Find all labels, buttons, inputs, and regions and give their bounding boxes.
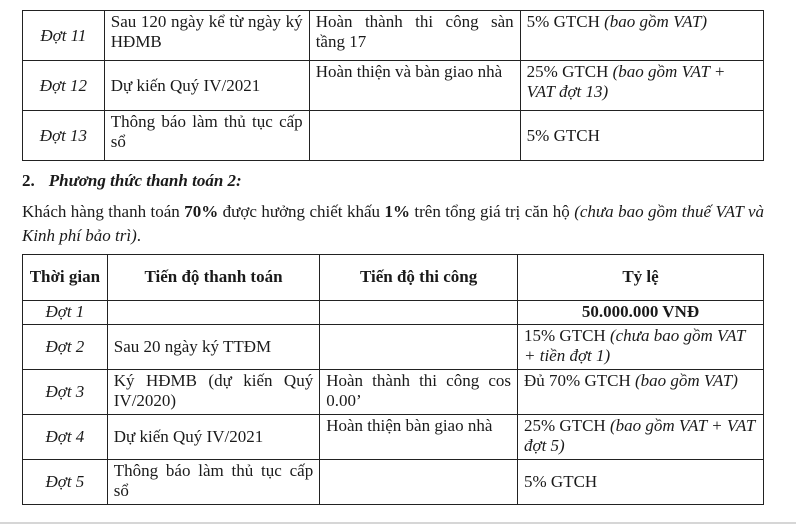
table-row <box>23 370 764 415</box>
rate-note: (bao gồm VAT) <box>604 12 708 31</box>
rate-cell <box>520 11 763 61</box>
percent-highlight: 1% <box>384 202 410 221</box>
rate-cell <box>518 325 764 370</box>
table-row <box>23 301 764 325</box>
construction-progress-cell: Hoàn thành thi công sàn tầng 17 <box>309 11 520 61</box>
payment-progress-cell: Dự kiến Quý IV/2021 <box>107 415 319 460</box>
construction-progress-cell: Hoàn thiện bàn giao nhà <box>320 415 518 460</box>
rate-cell <box>520 111 763 161</box>
construction-progress-cell: Hoàn thiện và bàn giao nhà <box>309 61 520 111</box>
percent-highlight: 70% <box>184 202 219 221</box>
payment-progress-cell: Sau 120 ngày kể từ ngày ký HĐMB <box>104 11 309 61</box>
rate-cell <box>520 61 763 111</box>
phase-cell: Đợt 13 <box>23 111 105 161</box>
table-row <box>23 460 764 505</box>
header-payment-progress: Tiến độ thanh toán <box>107 255 319 301</box>
paragraph-note: (chưa bao gồm thuế VAT và Kinh phí bảo trì) <box>22 202 764 245</box>
paragraph-text: trên tổng giá trị căn hộ <box>409 202 575 221</box>
table-row <box>23 415 764 460</box>
payment-progress-cell: Thông báo làm thủ tục cấp sổ <box>104 111 309 161</box>
payment-progress-cell: Dự kiến Quý IV/2021 <box>104 61 309 111</box>
payment-schedule-table-2 <box>22 254 764 505</box>
payment-progress-cell: Thông báo làm thủ tục cấp sổ <box>107 460 319 505</box>
table-row <box>23 11 764 61</box>
rate-cell <box>518 415 764 460</box>
payment-progress-cell: Sau 20 ngày ký TTĐM <box>107 325 319 370</box>
construction-progress-cell <box>309 111 520 161</box>
rate-note: (bao gồm VAT + VAT đợt 13) <box>526 62 726 102</box>
construction-progress-cell: Hoàn thành thi công cos 0.00’ <box>320 370 518 415</box>
rate-note: (bao gồm VAT) <box>634 371 738 390</box>
rate-main: 5% GTCH <box>526 12 600 31</box>
table-header-row <box>23 255 764 301</box>
rate-main: 25% GTCH <box>526 62 609 81</box>
table-row <box>23 325 764 370</box>
rate-note: (chưa bao gồm VAT + tiền đợt 1) <box>524 326 745 366</box>
rate-note: (bao gồm VAT + VAT đợt 5) <box>524 416 755 456</box>
table-row <box>23 111 764 161</box>
paragraph-text: . <box>136 226 142 245</box>
phase-cell: Đợt 4 <box>23 415 108 460</box>
construction-progress-cell <box>320 301 518 325</box>
header-construction-progress: Tiến độ thi công <box>320 255 518 301</box>
phase-cell: Đợt 1 <box>23 301 108 325</box>
paragraph-text: Khách hàng thanh toán <box>22 202 185 221</box>
rate-cell: 5% GTCH <box>518 460 764 505</box>
rate-cell <box>518 370 764 415</box>
phase-cell: Đợt 3 <box>23 370 108 415</box>
construction-progress-cell <box>320 325 518 370</box>
page-bottom-edge <box>0 522 796 524</box>
paragraph-text: được hưởng chiết khấu <box>218 202 385 221</box>
rate-main: 5% GTCH <box>526 125 600 145</box>
rate-cell: 50.000.000 VNĐ <box>518 301 764 325</box>
header-time: Thời gian <box>23 255 108 301</box>
phase-cell: Đợt 11 <box>23 11 105 61</box>
phase-cell: Đợt 2 <box>23 325 108 370</box>
section-paragraph <box>22 200 764 248</box>
construction-progress-cell <box>320 460 518 505</box>
phase-cell: Đợt 12 <box>23 61 105 111</box>
phase-cell: Đợt 5 <box>23 460 108 505</box>
payment-progress-cell: Ký HĐMB (dự kiến Quý IV/2020) <box>107 370 319 415</box>
rate-main: 25% GTCH <box>524 416 606 435</box>
payment-progress-cell <box>107 301 319 325</box>
table-row <box>23 61 764 111</box>
section-heading <box>22 171 242 191</box>
rate-main: Đủ 70% GTCH <box>524 371 631 390</box>
header-rate: Tỷ lệ <box>518 255 764 301</box>
payment-schedule-table-1 <box>22 10 764 161</box>
section-number: 2. <box>22 171 35 190</box>
section-title: Phương thức thanh toán 2: <box>48 171 242 190</box>
rate-main: 15% GTCH <box>524 326 606 345</box>
